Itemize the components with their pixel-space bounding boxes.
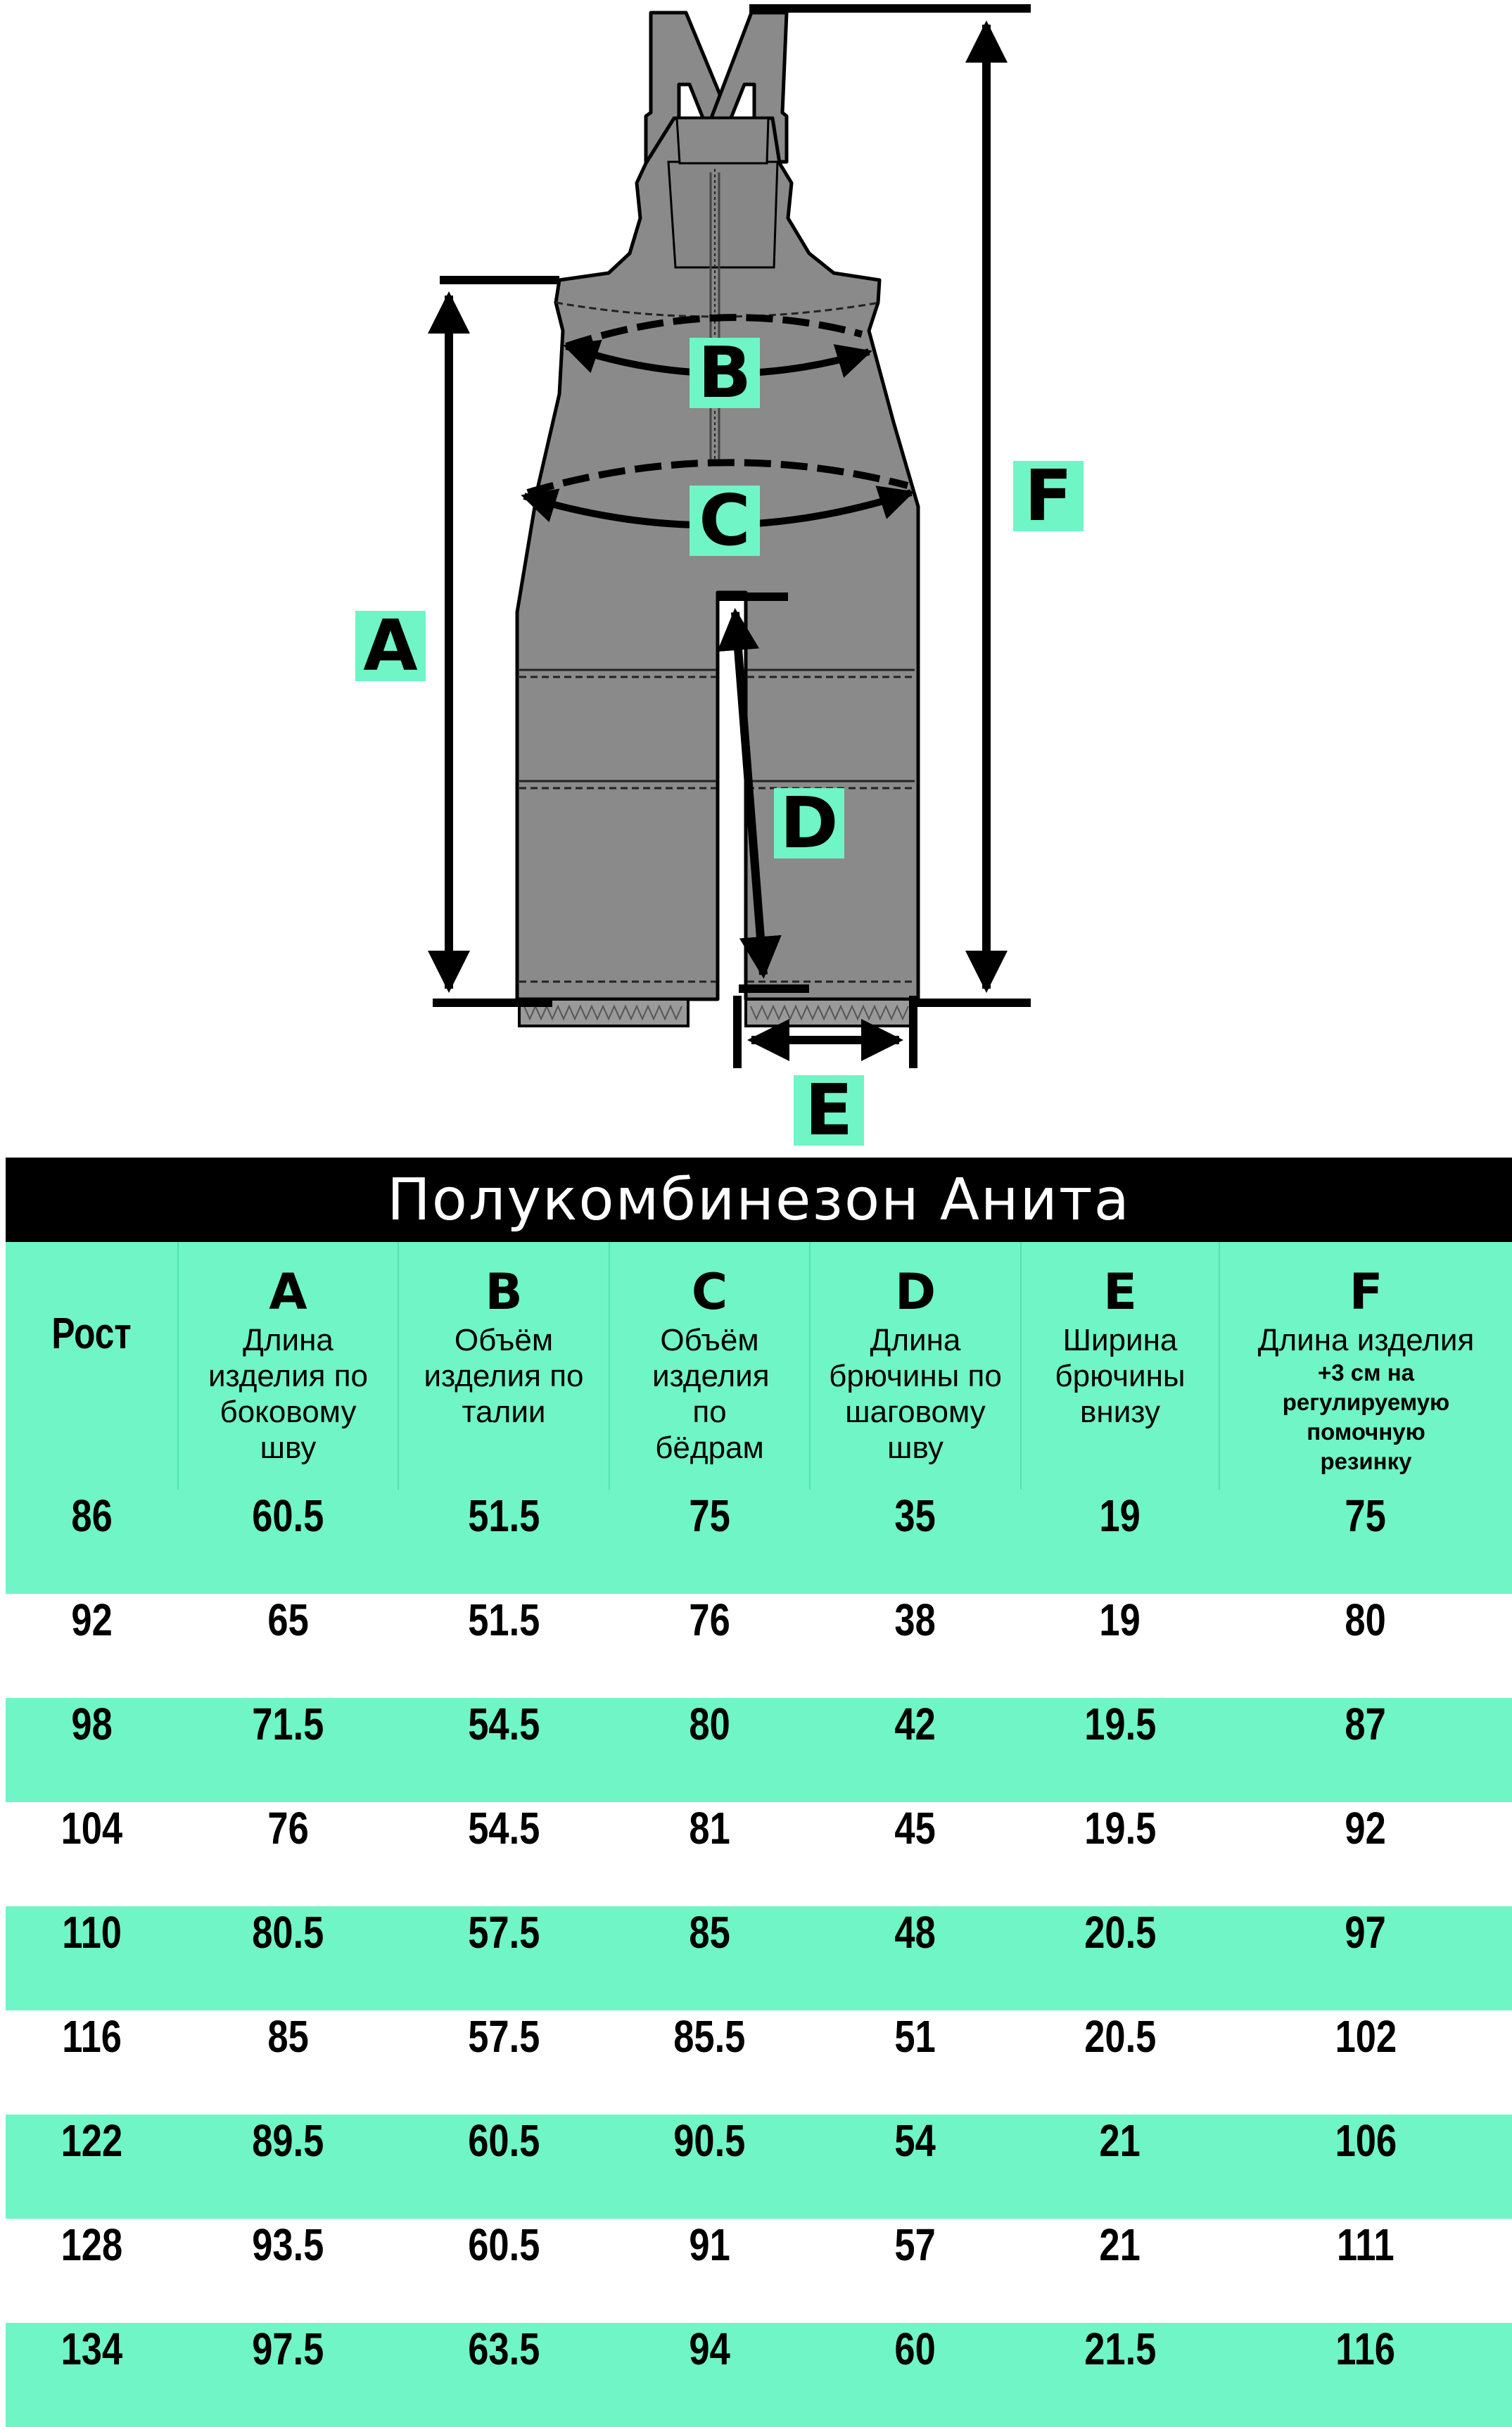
cell-a: 85	[267, 2011, 309, 2062]
header-b: B Объём изделия по талии	[398, 1242, 609, 1490]
cell-d: 38	[894, 1595, 936, 1645]
cell-c: 75	[689, 1490, 730, 1541]
label-b: B	[690, 338, 760, 408]
cell-e: 21	[1099, 2115, 1141, 2166]
header-f: F Длина изделия +3 см на регулируемую помочную резинку	[1257, 1263, 1475, 1474]
cell-a: 65	[267, 1595, 309, 1645]
header-a: A Длина изделия по боковому шву	[178, 1242, 398, 1490]
header-d: D Длина брючины по шаговому шву	[810, 1242, 1021, 1490]
header-e: E Ширина брючины внизу	[1021, 1242, 1219, 1490]
cell-d: 57	[894, 2219, 936, 2270]
cell-e: 20.5	[1084, 1907, 1157, 1958]
table-row	[6, 1802, 1512, 1906]
table-row	[6, 2219, 1512, 2323]
cell-a: 93.5	[252, 2219, 324, 2270]
table-header-row	[6, 1242, 1512, 1490]
cell-rost: 128	[61, 2219, 123, 2270]
cell-f: 106	[1335, 2115, 1397, 2166]
table-row	[6, 1698, 1512, 1802]
table-row	[6, 2323, 1512, 2427]
table-row	[6, 2115, 1512, 2219]
table-row	[6, 1594, 1512, 1698]
cell-c: 90.5	[673, 2115, 746, 2166]
cell-c: 91	[689, 2219, 730, 2270]
cell-e: 19	[1099, 1595, 1141, 1645]
cell-c: 85	[689, 1907, 730, 1958]
table-body	[6, 1490, 1512, 2427]
cell-rost: 98	[71, 1699, 113, 1749]
table-row	[6, 1490, 1512, 1594]
cell-f: 80	[1345, 1595, 1387, 1645]
cell-f: 75	[1345, 1490, 1387, 1541]
table-row	[6, 2010, 1512, 2115]
cuffs	[519, 999, 915, 1026]
cell-f: 116	[1335, 2324, 1396, 2374]
cell-b: 63.5	[467, 2324, 540, 2374]
bib-panel	[668, 162, 777, 267]
header-rost: Рост	[6, 1242, 178, 1490]
cell-f: 102	[1335, 2011, 1397, 2062]
cell-d: 54	[894, 2115, 936, 2166]
table-title: Полукомбинезон Анита	[6, 1158, 1512, 1242]
cell-b: 60.5	[467, 2115, 540, 2166]
cell-d: 45	[894, 1803, 936, 1853]
cell-c: 94	[689, 2324, 730, 2374]
cell-d: 60	[894, 2324, 936, 2374]
cell-rost: 104	[61, 1803, 123, 1853]
cell-b: 57.5	[467, 2011, 540, 2062]
cell-rost: 92	[71, 1595, 113, 1645]
size-table	[6, 1242, 1512, 2427]
cell-c: 76	[689, 1595, 730, 1645]
cell-f: 111	[1337, 2219, 1395, 2270]
cell-a: 97.5	[252, 2324, 324, 2374]
table-row	[6, 1906, 1512, 2010]
cell-c: 85.5	[673, 2011, 746, 2062]
cell-f: 92	[1345, 1803, 1387, 1853]
cell-b: 54.5	[467, 1803, 540, 1853]
cell-a: 71.5	[252, 1699, 324, 1749]
cell-rost: 86	[71, 1490, 113, 1541]
label-d: D	[774, 788, 844, 858]
cell-a: 60.5	[252, 1490, 324, 1541]
cell-d: 42	[894, 1699, 936, 1749]
garment-diagram	[0, 0, 1512, 1158]
cell-d: 35	[894, 1490, 936, 1541]
cell-c: 81	[689, 1803, 730, 1853]
cell-f: 87	[1345, 1699, 1387, 1749]
label-c: C	[690, 486, 760, 556]
cell-d: 48	[894, 1907, 936, 1958]
cell-rost: 116	[62, 2011, 122, 2062]
cell-b: 54.5	[467, 1699, 540, 1749]
cell-e: 19.5	[1084, 1803, 1157, 1853]
bib-top	[677, 118, 768, 163]
cell-rost: 110	[62, 1907, 122, 1958]
cell-a: 89.5	[252, 2115, 324, 2166]
label-f: F	[1013, 461, 1084, 531]
cell-c: 80	[689, 1699, 730, 1749]
overalls-drawing	[0, 0, 1512, 1158]
cell-d: 51	[894, 2011, 936, 2062]
cell-b: 51.5	[467, 1490, 540, 1541]
cell-b: 60.5	[467, 2219, 540, 2270]
cell-b: 51.5	[467, 1595, 540, 1645]
cell-f: 97	[1345, 1907, 1387, 1958]
cell-rost: 122	[61, 2115, 123, 2166]
header-c: C Объём изделия по бёдрам	[609, 1242, 810, 1490]
cell-e: 19.5	[1084, 1699, 1157, 1749]
cell-e: 19	[1099, 1490, 1141, 1541]
cell-e: 21	[1099, 2219, 1141, 2270]
cell-e: 20.5	[1084, 2011, 1157, 2062]
label-e: E	[794, 1075, 864, 1146]
cell-rost: 134	[61, 2324, 123, 2374]
cell-b: 57.5	[467, 1907, 540, 1958]
label-a: A	[355, 611, 426, 681]
cell-a: 76	[267, 1803, 309, 1853]
cell-e: 21.5	[1084, 2324, 1157, 2374]
cell-a: 80.5	[252, 1907, 324, 1958]
